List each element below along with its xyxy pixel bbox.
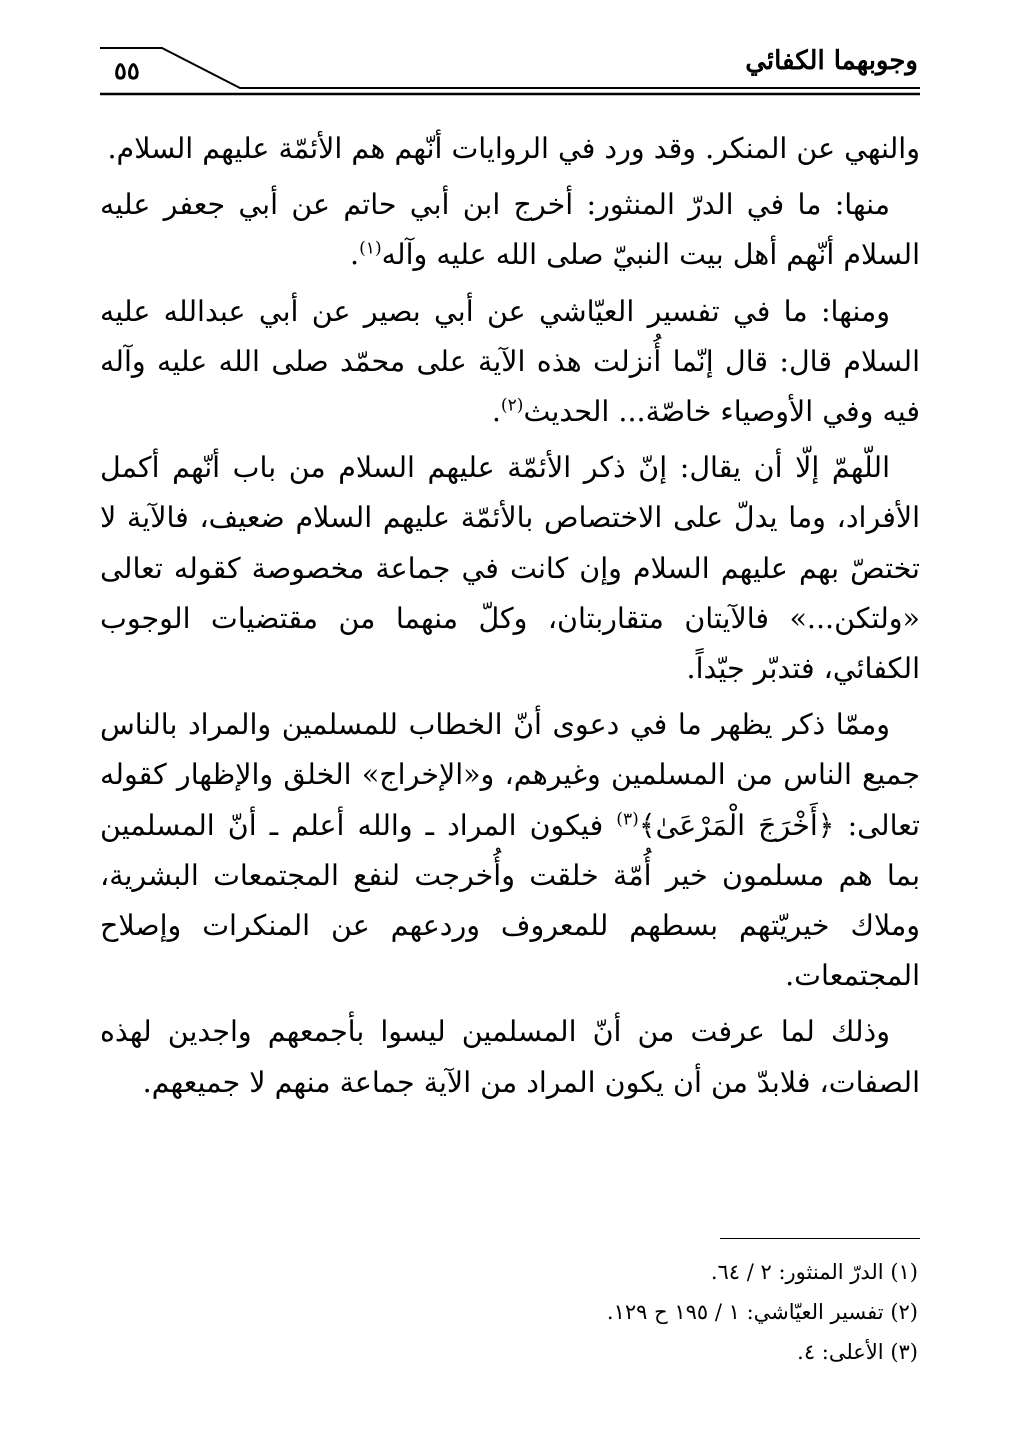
paragraph-3 [100,287,920,438]
paragraph-6 [100,1007,920,1107]
page-number: ٥٥ [114,56,140,85]
footnote-1: (١) الدرّ المنثور: ٢ / ٦٤. [710,1260,918,1284]
footnotes [100,1252,920,1372]
paragraph-5 [100,700,920,1001]
paragraph-6-text: وذلك لما عرفت من أنّ المسلمين ليسوا بأجمعهم واجدين لهذه الصفات، فلابدّ من أن يكون المراد من الآية جماعة منهم لا جميعهم. [100,1015,920,1099]
running-title: وجوبهما الكفائي [745,46,918,76]
main-text [100,124,920,1108]
footnote-ref-3: (٣) [616,809,639,830]
footnote-separator [720,1238,920,1239]
paragraph-2-end: . [350,238,360,272]
paragraph-4 [100,443,920,694]
paragraph-3-text: ومنها: ما في تفسير العيّاشي عن أبي بصير عن أبي عبدالله عليه السلام قال: قال إنّما أُنزلت هذه الآية على محمّد صلى الله عليه وآله فيه وفي الأوصياء خاصّة... الحديث [100,294,920,429]
paragraph-5-text-a: وممّا ذكر يظهر ما في دعوى أنّ الخطاب للمسلمين والمراد بالناس جميع الناس من المسلمين وغيرهم، و«الإخراج» الخلق والإظهار كقوله تعالى: ﴿أَخْرَجَ الْمَرْعَىٰ﴾ [100,708,920,842]
footnote-ref-1: (١) [359,238,382,259]
paragraph-3-end: . [491,395,501,429]
page-header [100,34,920,98]
footnote-2: (٢) تفسير العيّاشي: ١ / ١٩٥ ح ١٢٩. [606,1300,918,1324]
footnote-3: (٣) الأعلى: ٤. [797,1340,918,1364]
paragraph-4-text: اللّهمّ إلّا أن يقال: إنّ ذكر الأئمّة عليهم السلام من باب أنّهم أكمل الأفراد، وما يدلّ على الاختصاص بالأئمّة عليهم السلام ضعيف، فالآية لا تختصّ بهم عليهم السلام وإن كانت في جماعة مخصوصة كقوله تعالى «ولتكن...» فالآيتان متقاربتان، وكلّ منهما من مقتضيات الوجوب الكفائي، فتدبّر جيّداً. [100,451,920,686]
paragraph-1-text: والنهي عن المنكر. وقد ورد في الروايات أنّهم هم الأئمّة عليهم السلام. [107,132,920,165]
paragraph-1 [100,124,920,174]
paragraph-2-text: منها: ما في الدرّ المنثور: أخرج ابن أبي حاتم عن أبي جعفر عليه السلام أنّهم أهل بيت النبيّ صلى الله عليه وآله [100,188,920,272]
paragraph-5-text-b: فيكون المراد ـ والله أعلم ـ أنّ المسلمين بما هم مسلمون خير أُمّة خلقت وأُخرجت لنفع المجتمعات البشرية، وملاك خيريّتهم بسطهم للمعروف وردعهم عن المنكرات وإصلاح المجتمعات. [100,808,920,993]
footnote-ref-2: (٢) [500,395,524,416]
paragraph-2 [100,180,920,280]
